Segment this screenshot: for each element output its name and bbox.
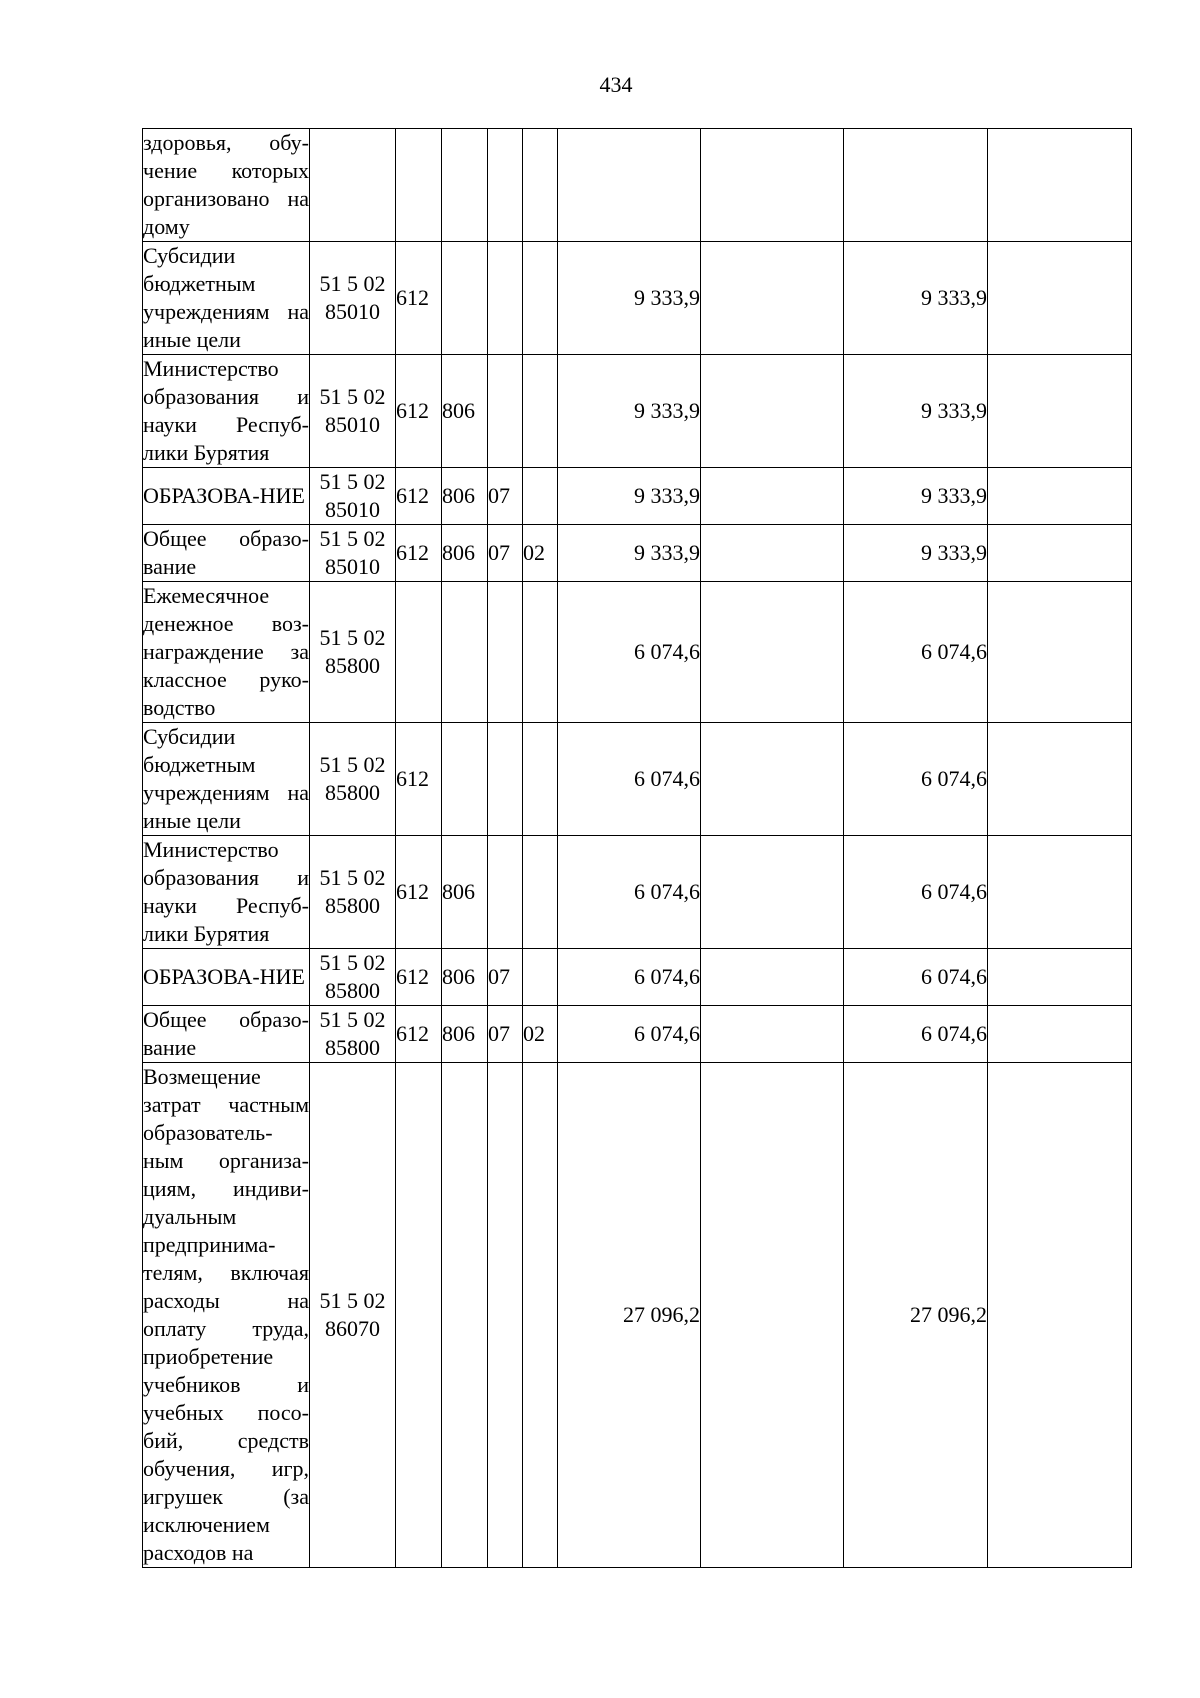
row-amount-4 [988,723,1132,836]
row-amount-4 [988,1063,1132,1568]
row-subsection [523,949,558,1006]
table-row [143,949,1132,1006]
row-amount-3: 6 074,6 [844,723,988,836]
row-section [488,582,523,723]
row-target-article: 51 5 02 85800 [310,1006,396,1063]
row-section [488,836,523,949]
row-section [488,129,523,242]
row-target-article: 51 5 02 85010 [310,242,396,355]
row-name: Субсидии бюджетным учреждениям на иные цели [143,242,310,355]
row-amount-2 [701,949,844,1006]
row-name: ОБРАЗОВА-НИЕ [143,468,310,525]
row-expense-type: 612 [396,525,442,582]
row-ministry-code [442,582,488,723]
row-subsection [523,242,558,355]
row-ministry-code: 806 [442,355,488,468]
row-section [488,355,523,468]
table-row [143,129,1132,242]
table-row [143,582,1132,723]
row-target-article: 51 5 02 85800 [310,836,396,949]
row-expense-type: 612 [396,242,442,355]
row-amount-2 [701,242,844,355]
row-subsection: 02 [523,1006,558,1063]
page-number: 434 [599,72,633,97]
row-name: ОБРАЗОВА-НИЕ [143,949,310,1006]
table-row [143,1063,1132,1568]
row-amount-3: 9 333,9 [844,355,988,468]
row-amount-1 [558,129,701,242]
row-target-article: 51 5 02 85800 [310,582,396,723]
row-target-article [310,129,396,242]
row-amount-1: 9 333,9 [558,525,701,582]
row-ministry-code: 806 [442,1006,488,1063]
row-amount-4 [988,468,1132,525]
row-target-article: 51 5 02 85010 [310,355,396,468]
row-amount-1: 9 333,9 [558,468,701,525]
row-ministry-code [442,242,488,355]
row-section: 07 [488,468,523,525]
row-amount-4 [988,242,1132,355]
row-subsection [523,1063,558,1568]
budget-table [142,128,1132,1568]
row-expense-type: 612 [396,949,442,1006]
row-ministry-code: 806 [442,836,488,949]
row-subsection [523,836,558,949]
row-amount-4 [988,525,1132,582]
row-amount-2 [701,1063,844,1568]
row-ministry-code [442,129,488,242]
row-target-article: 51 5 02 85010 [310,468,396,525]
row-subsection [523,468,558,525]
row-ministry-code: 806 [442,468,488,525]
row-section [488,242,523,355]
row-amount-3: 9 333,9 [844,525,988,582]
row-amount-3: 9 333,9 [844,468,988,525]
row-target-article: 51 5 02 85800 [310,723,396,836]
row-amount-2 [701,525,844,582]
row-ministry-code [442,723,488,836]
row-amount-3: 27 096,2 [844,1063,988,1568]
row-amount-4 [988,836,1132,949]
row-amount-4 [988,582,1132,723]
row-amount-2 [701,468,844,525]
row-amount-3 [844,129,988,242]
row-name: Общее образо-вание [143,525,310,582]
row-amount-2 [701,836,844,949]
row-section: 07 [488,1006,523,1063]
row-expense-type [396,1063,442,1568]
row-subsection [523,723,558,836]
row-expense-type: 612 [396,723,442,836]
row-subsection [523,355,558,468]
row-section: 07 [488,525,523,582]
row-amount-2 [701,582,844,723]
row-target-article: 51 5 02 85800 [310,949,396,1006]
row-name: Возмещение затрат частным образователь-ным организа-циям, индиви-дуальным предпринима-телям, включая расходы на оплату труда, приобретение учебников и учебных посо-бий, средств обучения, игр, игрушек (за исключением расходов на [143,1063,310,1568]
row-name: Министерство образования и науки Респуб-лики Бурятия [143,836,310,949]
row-subsection [523,582,558,723]
row-amount-1: 6 074,6 [558,723,701,836]
row-amount-3: 6 074,6 [844,1006,988,1063]
row-name: Общее образо-вание [143,1006,310,1063]
row-ministry-code: 806 [442,525,488,582]
table-row [143,355,1132,468]
table-row [143,468,1132,525]
row-expense-type: 612 [396,468,442,525]
row-subsection [523,129,558,242]
row-amount-3: 6 074,6 [844,582,988,723]
table-row [143,1006,1132,1063]
row-amount-1: 27 096,2 [558,1063,701,1568]
row-expense-type [396,129,442,242]
table-row [143,723,1132,836]
row-amount-3: 6 074,6 [844,949,988,1006]
row-amount-1: 6 074,6 [558,836,701,949]
row-amount-4 [988,1006,1132,1063]
row-name: Ежемесячное денежное воз-награждение за классное руко-водство [143,582,310,723]
table-row [143,525,1132,582]
row-amount-2 [701,723,844,836]
row-ministry-code [442,1063,488,1568]
table-body [143,129,1132,1568]
row-amount-2 [701,129,844,242]
row-amount-1: 6 074,6 [558,949,701,1006]
row-ministry-code: 806 [442,949,488,1006]
row-name: здоровья, обу-чение которых организовано на дому [143,129,310,242]
row-amount-1: 6 074,6 [558,582,701,723]
row-amount-2 [701,355,844,468]
row-target-article: 51 5 02 85010 [310,525,396,582]
row-expense-type: 612 [396,355,442,468]
row-amount-3: 9 333,9 [844,242,988,355]
row-amount-1: 9 333,9 [558,242,701,355]
row-amount-4 [988,129,1132,242]
table-row [143,242,1132,355]
row-amount-1: 6 074,6 [558,1006,701,1063]
row-expense-type [396,582,442,723]
row-target-article: 51 5 02 86070 [310,1063,396,1568]
row-amount-3: 6 074,6 [844,836,988,949]
row-expense-type: 612 [396,1006,442,1063]
row-amount-1: 9 333,9 [558,355,701,468]
row-section [488,1063,523,1568]
row-amount-2 [701,1006,844,1063]
row-amount-4 [988,355,1132,468]
row-name: Министерство образования и науки Респуб-лики Бурятия [143,355,310,468]
row-expense-type: 612 [396,836,442,949]
table-row [143,836,1132,949]
row-name: Субсидии бюджетным учреждениям на иные цели [143,723,310,836]
row-subsection: 02 [523,525,558,582]
row-section: 07 [488,949,523,1006]
row-amount-4 [988,949,1132,1006]
row-section [488,723,523,836]
